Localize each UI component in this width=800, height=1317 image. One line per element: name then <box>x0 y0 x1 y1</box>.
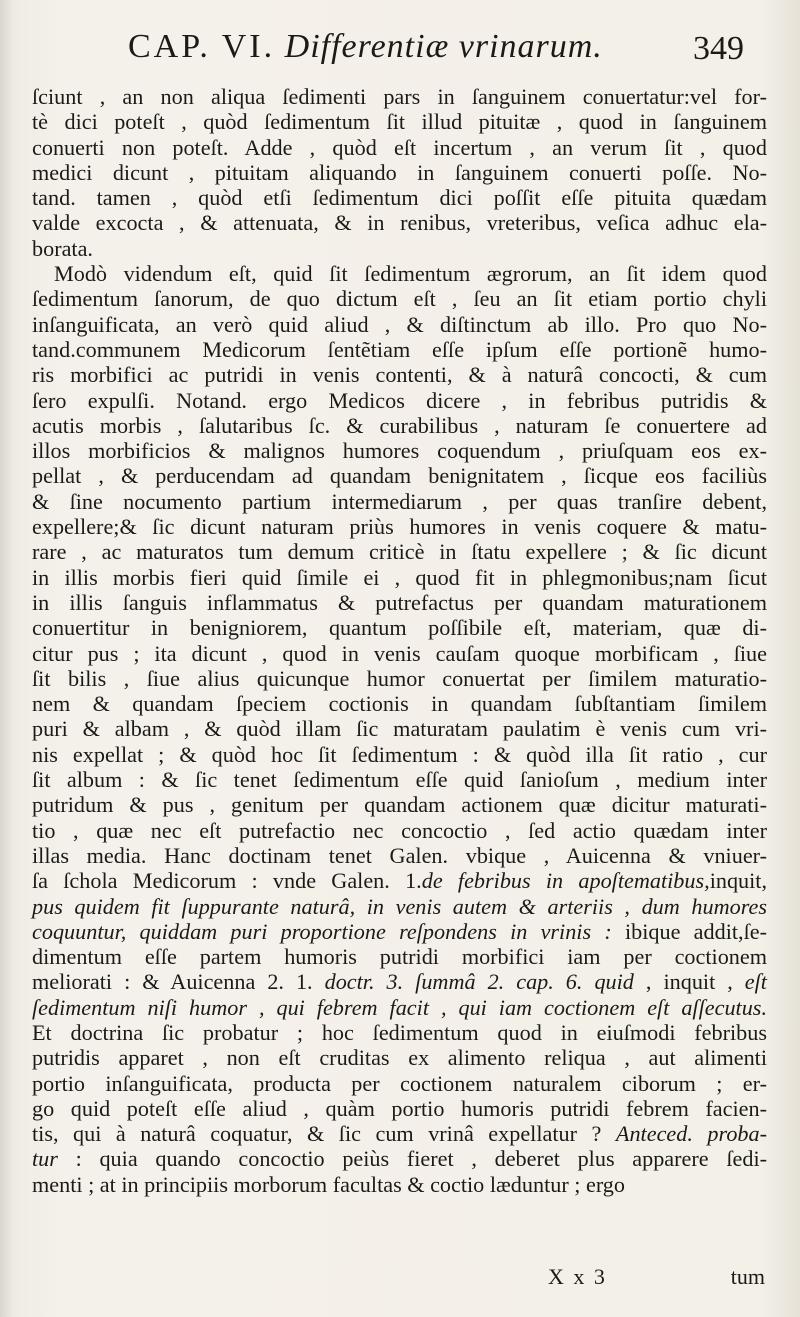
text-line <box>32 995 767 1020</box>
text-run: meliorati : & Auicenna 2. 1. <box>32 969 325 995</box>
text-run: dimentum eſſe partem humoris putridi morbifici iam per coctionem <box>32 944 767 970</box>
text-line <box>32 565 767 590</box>
text-line <box>32 792 767 817</box>
text-line <box>32 463 767 488</box>
text-run: Modò videndum eſt, quid ſit ſedimentum ægrorum, an ſit idem quod <box>54 261 767 287</box>
text-run: valde excocta , & attenuata, & in renibus, vreteribus, veſica adhuc ela- <box>32 210 767 236</box>
text-line <box>32 337 767 362</box>
text-line <box>32 818 767 843</box>
text-line <box>32 590 767 615</box>
text-run: go quid poteſt eſſe aliud , quàm portio humoris putridi febrem facien- <box>32 1095 767 1121</box>
chapter-title: Differentiæ vrinarum. <box>284 28 603 65</box>
text-run: nis expellat ; & quòd hoc ſit ſedimentum : & quòd illa ſit ratio , cur <box>32 741 767 767</box>
page-header <box>128 28 748 78</box>
text-line <box>32 767 767 792</box>
body-text <box>32 84 767 1197</box>
running-head <box>128 28 603 66</box>
text-line <box>32 969 767 994</box>
text-line <box>32 1020 767 1045</box>
text-line <box>32 666 767 691</box>
italic-text: coquuntur, quiddam puri proportione reſpondens in vrinis : <box>32 918 612 944</box>
page-number: 349 <box>693 30 744 67</box>
text-line <box>32 615 767 640</box>
paragraph <box>32 261 767 1197</box>
text-line <box>32 261 767 286</box>
text-line <box>32 438 767 463</box>
text-run: : quia quando concoctio peiùs fieret , deberet plus apparere ſedi- <box>57 1146 767 1172</box>
text-run: in illis morbis fieri quid ſimile ei , quod fit in phlegmonibus;nam ſicut <box>32 564 767 590</box>
text-run: ſa ſchola Medicorum : vnde Galen. 1. <box>32 868 422 894</box>
text-line <box>32 135 767 160</box>
text-line <box>32 868 767 893</box>
text-run: putridis apparet , non eſt cruditas ex alimento reliqua , aut alimenti <box>32 1045 767 1071</box>
text-line <box>32 362 767 387</box>
text-line <box>32 691 767 716</box>
text-run: tand.communem Medicorum ſentẽtiam eſſe ipſum eſſe portionẽ humo- <box>32 336 767 362</box>
italic-text: pus quidem fit ſuppurante naturâ, in venis autem & arteriis , dum humores <box>32 893 767 919</box>
text-line <box>32 742 767 767</box>
text-line <box>32 84 767 109</box>
text-line <box>32 716 767 741</box>
catchword: tum <box>730 1264 765 1289</box>
text-line <box>32 1045 767 1070</box>
italic-text: ſedimentum niſi humor , qui febrem facit , qui iam coctionem eſt aſſecutus. <box>32 994 767 1020</box>
paragraph <box>32 84 767 261</box>
text-run: tio , quæ nec eſt putrefactio nec concoctio , ſed actio quædam inter <box>32 817 767 843</box>
text-run: Et doctrina ſic probatur ; hoc ſedimentum quod in eiuſmodi febribus <box>32 1019 767 1045</box>
text-run: citur pus ; ita dicunt , quod in venis cauſam quoque morbificam , ſiue <box>32 640 767 666</box>
text-line <box>32 641 767 666</box>
text-line <box>32 1121 767 1146</box>
text-run: putridum & pus , genitum per quandam actionem quæ dicitur maturati- <box>32 792 767 818</box>
text-run: expellere;& ſic dicunt naturam priùs humores in venis coquere & matu- <box>32 514 767 540</box>
text-run: ſero expulſi. Notand. ergo Medicos dicere , in febribus putridis & <box>32 387 767 413</box>
page-footer <box>32 1264 767 1294</box>
text-run: tis, qui à naturâ coquatur, & ſic cum vrinâ expellatur ? <box>32 1121 616 1147</box>
text-run: borata. <box>32 235 93 261</box>
text-line <box>32 489 767 514</box>
text-run: ibique addit,ſe- <box>611 918 767 944</box>
text-line <box>32 413 767 438</box>
text-run: ſit album : & ſic tenet ſedimentum eſſe quid ſanioſum , medium inter <box>32 767 767 793</box>
text-run: nem & quandam ſpeciem coctionis in quandam ſubſtantiam ſimilem <box>32 691 767 717</box>
text-run: inquit, <box>709 868 768 894</box>
text-run: tè dici poteſt , quòd ſedimentum ſit illud pituitæ , quod in ſanguinem <box>32 109 767 135</box>
text-line <box>32 312 767 337</box>
text-run: puri & albam , & quòd illam ſic maturatam paulatim è venis cum vri- <box>32 716 767 742</box>
chapter-label: CAP. VI. <box>128 28 276 65</box>
text-run: rare , ac maturatos tum demum criticè in ſtatu expellere ; & ſic dicunt <box>32 539 767 565</box>
text-line <box>32 109 767 134</box>
text-run: tand. tamen , quòd etſi ſedimentum dici poſſit eſſe pituita quædam <box>32 185 767 211</box>
text-line <box>32 894 767 919</box>
text-run: acutis morbis , ſalutaribus ſc. & curabilibus , naturam ſe conuertere ad <box>32 412 767 438</box>
text-run: inſanguificata, an verò quid aliud , & diſtinctum ab illo. Pro quo No- <box>32 311 767 337</box>
italic-text: Anteced. proba- <box>615 1121 767 1147</box>
text-run: illos morbificios & malignos humores coquendum , priuſquam eos ex- <box>32 438 767 464</box>
italic-text: eſt <box>744 969 767 995</box>
text-run: ſciunt , an non aliqua ſedimenti pars in ſanguinem conuertatur:vel for- <box>32 84 767 109</box>
text-line <box>32 514 767 539</box>
italic-text: tur <box>32 1146 58 1172</box>
text-line <box>32 539 767 564</box>
text-line <box>32 1096 767 1121</box>
text-line <box>32 843 767 868</box>
text-run: in illis ſanguis inflammatus & putrefactus per quandam maturationem <box>32 589 767 615</box>
text-run: menti ; at in principiis morborum facultas & coctio læduntur ; ergo <box>32 1171 625 1197</box>
text-run: ris morbifici ac putridi in venis contenti, & à naturâ concocti, & cum <box>32 362 767 388</box>
text-line <box>32 286 767 311</box>
text-run: conuertitur in benigniorem, quantum poſſibile eſt, materiam, quæ di- <box>32 615 767 641</box>
text-line <box>32 1071 767 1096</box>
text-line <box>32 919 767 944</box>
text-line <box>32 388 767 413</box>
text-run: illas media. Hanc doctinam tenet Galen. vbique , Auicenna & vniuer- <box>32 842 767 868</box>
text-line <box>32 1146 767 1171</box>
text-line <box>32 160 767 185</box>
text-run: pellat , & perducendam ad quandam benignitatem , ſicque eos faciliùs <box>32 463 767 489</box>
text-run: conuerti non poteſt. Adde , quòd eſt incertum , an verum ſit , quod <box>32 134 767 160</box>
text-run: medici dicunt , pituitam aliquando in ſanguinem conuerti poſſe. No- <box>32 159 767 185</box>
text-run: portio inſanguificata, producta per coctionem naturalem ciborum ; er- <box>32 1070 767 1096</box>
text-run: , inquit , <box>633 969 745 995</box>
text-line <box>32 185 767 210</box>
text-line <box>32 236 767 261</box>
signature-mark: X x 3 <box>548 1264 607 1289</box>
text-line <box>32 944 767 969</box>
text-run: ſedimentum ſanorum, de quo dictum eſt , ſeu an ſit etiam portio chyli <box>32 286 767 312</box>
italic-text: doctr. 3. ſummâ 2. cap. 6. quid <box>324 969 634 995</box>
text-line <box>32 1172 767 1197</box>
text-run: & ſine nocumento partium intermediarum , per quas tranſire debent, <box>32 488 767 514</box>
text-run: ſit bilis , ſiue alius quicunque humor conuertat per ſimilem maturatio- <box>32 665 767 691</box>
italic-text: de febribus in apoſtematibus, <box>421 868 710 894</box>
text-line <box>32 210 767 235</box>
